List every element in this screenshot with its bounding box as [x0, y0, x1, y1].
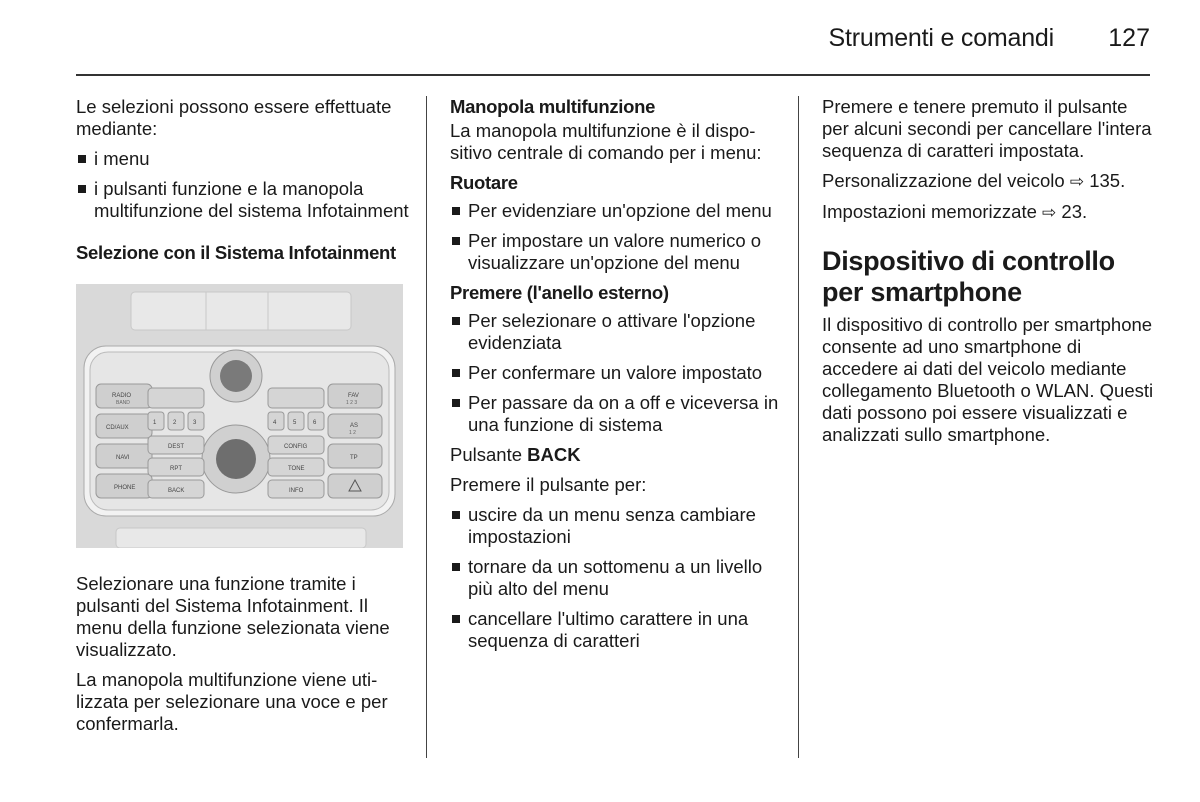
subhead-infotainment-selection: Selezione con il Sistema Infotainment: [76, 242, 396, 263]
cross-reference-memorized-settings: [822, 201, 1157, 224]
para-press-button: Premere il pulsante per:: [450, 474, 647, 495]
phone-key-label: PHONE: [114, 485, 136, 491]
list-item: tornare da un sottomenu a un livello più alto del menu: [450, 556, 785, 600]
as-levels-label: 1 2: [349, 430, 356, 436]
para-hold-button: Premere e tenere premuto il pulsante per alcuni secondi per cancellare l'intera sequenza di caratteri impostata.: [822, 96, 1152, 161]
tone-key-label: TONE: [288, 466, 305, 472]
column-2: [450, 96, 785, 660]
band-key-label: BAND: [116, 400, 130, 406]
as-key-label: AS: [350, 423, 359, 429]
back-list: [450, 504, 785, 652]
section-title-smartphone-controller: Dispositivo di controllo per smartphone: [822, 246, 1115, 307]
running-header-title: Strumenti e comandi: [828, 24, 1054, 52]
list-item: Per impostare un valore numerico o visualizzare un'opzione del menu: [450, 230, 785, 274]
ref-text: Impostazioni memorizzate: [822, 201, 1037, 222]
info-key-label: INFO: [289, 488, 304, 494]
preset-4-label: 4: [273, 420, 277, 426]
fav-pages-label: 1 2 3: [346, 400, 358, 406]
para-knob-intro: La manopola multifunzione è il dispositivo centrale di comando per i menu:: [450, 120, 762, 163]
page-number: 127: [1108, 24, 1150, 52]
back-prefix: Pulsante: [450, 444, 528, 465]
ref-page: 23.: [1061, 201, 1088, 222]
preset-3-label: 3: [193, 420, 197, 426]
arrow-right-icon: ⇨: [1042, 203, 1057, 222]
list-item: Per confermare un valore impostato: [450, 362, 785, 384]
tp-key-label: TP: [350, 455, 358, 461]
list-item: i pulsanti funzione e la manopola multifunzione del sistema Infotainment: [76, 178, 411, 222]
config-key-label: CONFIG: [284, 444, 308, 450]
list-item: cancellare l'ultimo carattere in una sequenza di caratteri: [450, 608, 785, 652]
dest-key-label: DEST: [168, 444, 185, 450]
ref-text: Personalizzazione del veicolo: [822, 170, 1065, 191]
cd-aux-key-label: CD/AUX: [106, 425, 129, 431]
back-button-heading: [450, 444, 785, 466]
list-item: Per passare da on a off e viceversa in una funzione di sistema: [450, 392, 785, 436]
preset-6-label: 6: [313, 420, 317, 426]
subhead-rotate: Ruotare: [450, 172, 518, 193]
rotate-list: [450, 200, 785, 274]
para-smartphone-controller: Il dispositivo di controllo per smartphone consente ad uno smartphone di accedere ai dati del veicolo mediante collegamento Bluetooth o WLAN. Questi dati possono poi essere visualizzati e analizzati sullo smartphone.: [822, 314, 1154, 445]
subhead-press: Premere (l'anello esterno): [450, 282, 669, 303]
fav-key-label: FAV: [348, 393, 359, 399]
intro-list: [76, 148, 411, 222]
preset-1-label: 1: [153, 420, 157, 426]
column-divider-left: [426, 96, 427, 758]
rpt-key-label: RPT: [170, 466, 182, 472]
column-divider-right: [798, 96, 799, 758]
list-item: Per selezionare o attivare l'opzione evidenziata: [450, 310, 785, 354]
header-rule: [76, 74, 1150, 76]
para-select-function: Selezionare una funzione tramite i pulsanti del Sistema Infotainment. Il menu della funzione selezionata viene visualizzato.: [76, 573, 390, 660]
preset-5-label: 5: [293, 420, 297, 426]
para-multifunction-knob: La manopola multifunzione viene utilizzata per selezionare una voce e per confermarla.: [76, 669, 388, 734]
cross-reference-personalization: [822, 170, 1157, 193]
radio-key-label: RADIO: [112, 393, 132, 399]
subhead-multifunction-knob: Manopola multifunzione: [450, 96, 656, 117]
list-item: i menu: [76, 148, 411, 170]
column-3: [822, 96, 1157, 454]
ref-page: 135.: [1089, 170, 1126, 191]
back-label: BACK: [527, 444, 581, 465]
column-1: [76, 96, 411, 743]
preset-2-label: 2: [173, 420, 177, 426]
arrow-right-icon: ⇨: [1069, 172, 1085, 191]
list-item: uscire da un menu senza cambiare impostazioni: [450, 504, 785, 548]
press-list: [450, 310, 785, 436]
back-key-label: BACK: [168, 488, 185, 494]
navi-key-label: NAVI: [116, 455, 130, 461]
infotainment-panel-illustration: [76, 284, 403, 548]
intro-text: Le selezioni possono essere effettuate mediante:: [76, 96, 392, 139]
list-item: Per evidenziare un'opzione del menu: [450, 200, 785, 222]
